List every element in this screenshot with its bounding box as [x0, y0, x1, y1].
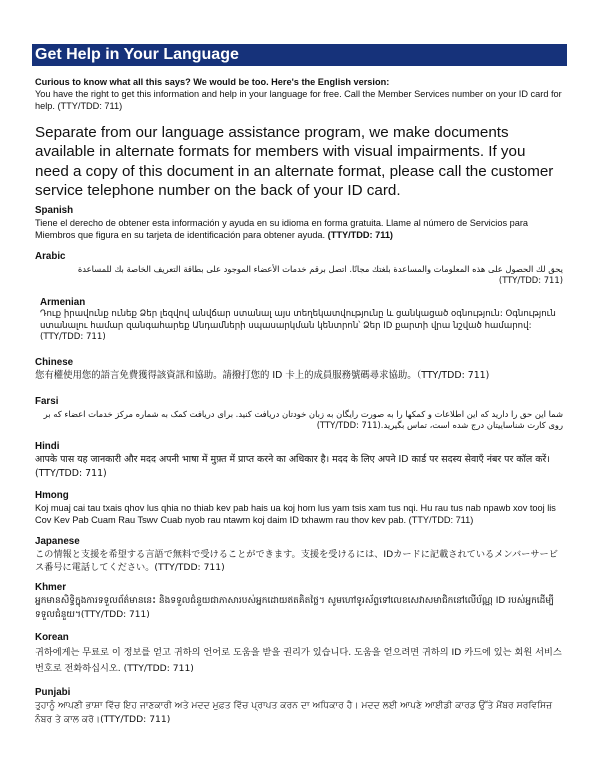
language-section-arabic — [35, 251, 563, 286]
language-section-armenian — [40, 297, 562, 344]
language-text: يحق لك الحصول على هذه المعلومات والمساعدة بلغتك مجانًا. اتصل برقم خدمات الأعضاء الموجود على بطاقة التعريف الخاصة بك للمساعدة (TTY/TDD: 711) — [77, 264, 563, 285]
language-name: Spanish — [35, 205, 74, 216]
language-text: この情報と支援を希望する言語で無料で受けることができます。支援を受けるには、IDカードに記載されているメンバーサービス番号に電話してください。(TTY/TDD: 711) — [35, 549, 558, 573]
language-section-farsi — [35, 396, 563, 431]
language-section-chinese — [35, 357, 563, 383]
language-name: Korean — [35, 632, 69, 643]
language-section-korean — [35, 632, 563, 677]
language-text: អ្នកមានសិទ្ធិក្នុងការទទួលព័ត៌មាននេះ និងទទួលជំនួយជាភាសារបស់អ្នកដោយឥតគិតថ្លៃ។ សូមហៅទូរស័ព្ទទៅលេខសេវាសមាជិកនៅលើប័ណ្ណ ID របស់អ្នកដើម្បីទទួលជំនួយ។(TTY/TDD: 711) — [35, 596, 554, 620]
language-section-spanish — [35, 205, 563, 241]
language-text: Դուք իրավունք ունեք Ձեր լեզվով անվճար ստանալ այս տեղեկատվությունը և ցանկացած օգնություն: Օգնություն ստանալու համար զանգահարեք Անդամների սպասարկման կենտրոն՝ Ձեր ID քարտի վրա նշված համարով: (TTY/TDD: 711) — [40, 309, 556, 342]
language-text: 您有權使用您的語言免費獲得該資訊和協助。請撥打您的 ID 卡上的成員服務號碼尋求協助。（TTY/TDD: 711) — [35, 370, 490, 381]
language-name: Armenian — [40, 297, 86, 308]
language-text: Koj muaj cai tau txais qhov lus qhia no thiab kev pab hais ua koj hom lus yam tsis xam tus nqi. Hu rau tus nab npawb xov tooj lis Cov Kev Pab Cuam Rau Tswv Cuab nyob rau ntawm koj daim ID txhawm rau thov kev pab. (TTY/TDD: 711) — [35, 503, 556, 525]
language-section-japanese — [35, 536, 563, 574]
tty-number: (TTY/TDD: 711) — [327, 230, 393, 240]
intro-section — [35, 76, 563, 112]
language-section-khmer — [35, 582, 563, 622]
language-name: Punjabi — [35, 687, 71, 698]
language-name: Farsi — [35, 396, 59, 407]
language-text — [35, 217, 563, 241]
intro-english-text: You have the right to get this information and help in your language for free. Call the Member Services number on your ID card for help. (TTY/TDD: 711) — [35, 89, 562, 111]
alternate-format-notice: Separate from our language assistance program, we make documents available in alternate formats for members with visual impairments. If you need a copy of this document in an alternate format, please call the customer service telephone number on the back of your ID card. — [35, 124, 554, 200]
language-text: आपके पास यह जानकारी और मदद अपनी भाषा में मुफ़्त में प्राप्त करने का अधिकार है। मदद के लिए अपने ID कार्ड पर सदस्य सेवाएँ नंबर पर कॉल करें।(TTY/TDD: 711) — [35, 454, 550, 479]
language-name: Japanese — [35, 536, 80, 547]
language-text: 귀하에게는 무료로 이 정보를 얻고 귀하의 언어로 도움을 받을 권리가 있습니다. 도움을 얻으려면 귀하의 ID 카드에 있는 회원 서비스 번호로 전화하십시오. (TTY/TDD: 711) — [35, 647, 562, 674]
language-section-hmong — [35, 490, 563, 526]
language-name: Arabic — [35, 251, 66, 262]
language-text: ਤੁਹਾਨੂੰ ਆਪਣੀ ਭਾਸ਼ਾ ਵਿੱਚ ਇਹ ਜਾਣਕਾਰੀ ਅਤੇ ਮਦਦ ਮੁਫ਼ਤ ਵਿੱਚ ਪ੍ਰਾਪਤ ਕਰਨ ਦਾ ਅਧਿਕਾਰ ਹੈ। ਮਦਦ ਲਈ ਆਪਣੇ ਆਈਡੀ ਕਾਰਡ ਉੱਤੇ ਮੈਂਬਰ ਸਰਵਿਸਿਜ਼ ਨੰਬਰ ਤੇ ਕਾਲ ਕਰੋ।(TTY/TDD: 711) — [35, 700, 553, 725]
language-section-punjabi — [35, 687, 563, 727]
language-section-hindi — [35, 441, 563, 481]
language-name: Hindi — [35, 441, 60, 452]
intro-question: Curious to know what all this says? We would be too. Here's the English version: — [35, 77, 390, 87]
language-text: شما این حق را دارید که این اطلاعات و کمکها را به صورت رایگان به زبان خودتان دریافت کنید. برای دریافت کمک به شماره مرکز خدمات اعضاء که بر روی کارت شناساییتان درج شده است، تماس بگیرید.(TTY/TDD: 711) — [43, 409, 563, 430]
page-title-banner: Get Help in Your Language — [32, 44, 567, 66]
language-text-body: Tiene el derecho de obtener esta información y ayuda en su idioma en forma gratuita. Llame al número de Servicios para Miembros que figura en su tarjeta de identificación para obtener ayuda. — [35, 218, 528, 240]
language-name: Chinese — [35, 357, 74, 368]
language-name: Khmer — [35, 582, 67, 593]
language-name: Hmong — [35, 490, 69, 501]
